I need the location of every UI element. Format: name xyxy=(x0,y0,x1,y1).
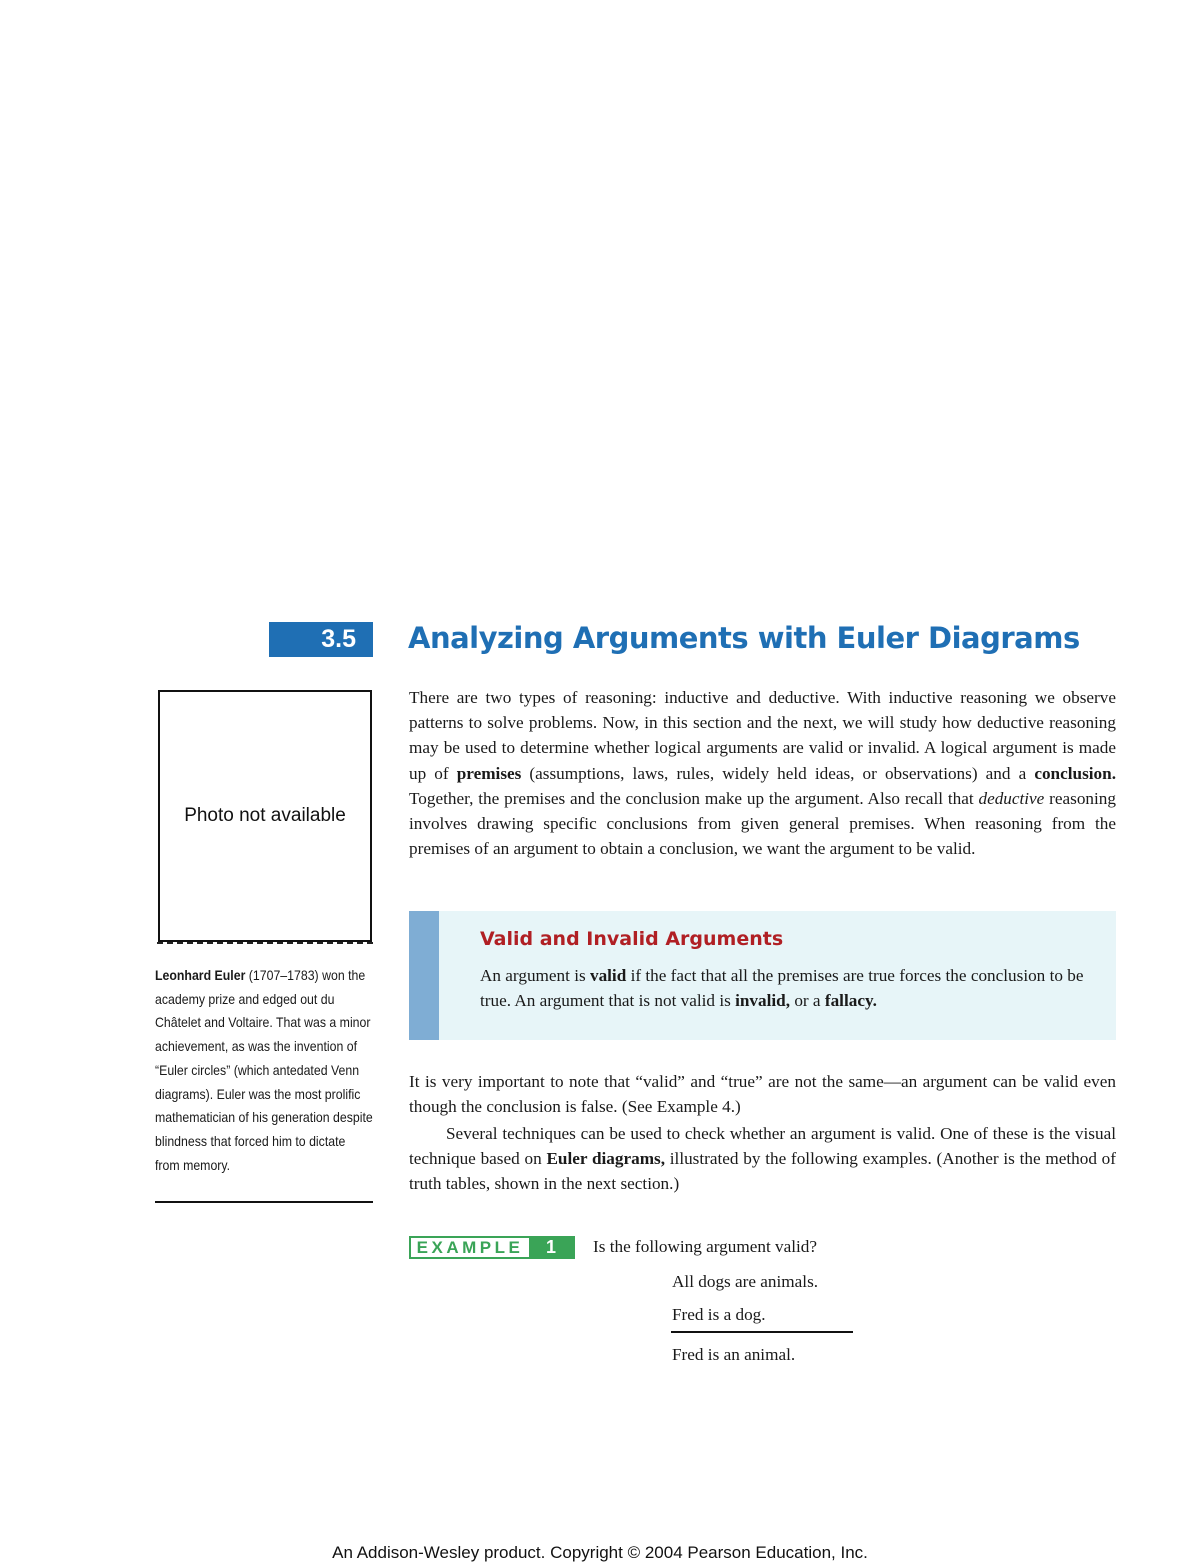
term-deductive: deductive xyxy=(978,788,1045,808)
section-number-badge: 3.5 xyxy=(269,622,373,657)
term-invalid: invalid, xyxy=(735,990,791,1010)
caption-text: (1707–1783) won the academy prize and edged out du Châtelet and Voltaire. That was a minor achievement, as was the invention of “Euler circles” (which antedated Venn diagrams). Euler was the most prolific mathematician of his generation despite blindness that forced him to dictate from memory. xyxy=(155,967,373,1173)
def-text-1: An argument is xyxy=(480,966,590,985)
definition-accent-bar xyxy=(409,911,439,1040)
validity-note-paragraph: It is very important to note that “valid” and “true” are not the same—an argument can be valid even though the conclusion is false. (See Example 4.) xyxy=(409,1072,1116,1117)
example-number: 1 xyxy=(529,1238,573,1257)
techniques-text-1: Several techniques can be used to check whether an argument is valid. One of these is the visual technique based on xyxy=(409,1124,1116,1169)
def-text-3: or a xyxy=(790,990,825,1010)
term-euler-diagrams: Euler diagrams, xyxy=(546,1149,665,1169)
conclusion-rule xyxy=(671,1331,853,1333)
intro-paragraph xyxy=(409,685,1116,861)
caption-divider xyxy=(157,942,373,944)
photo-placeholder-text: Photo not available xyxy=(184,805,346,826)
definition-text xyxy=(480,964,1100,1013)
photo-placeholder xyxy=(158,690,372,942)
section-title: Analyzing Arguments with Euler Diagrams xyxy=(408,621,1080,655)
caption-name: Leonhard Euler xyxy=(155,967,246,983)
example-label: EXAMPLE xyxy=(416,1238,524,1257)
caption-rule xyxy=(155,1201,373,1203)
photo-caption xyxy=(155,964,373,1177)
argument-conclusion: Fred is an animal. xyxy=(672,1345,796,1364)
def-text-2: if the fact that all the premises are true forces the conclusion to be true. An argument that is not valid is xyxy=(480,966,1084,1010)
intro-text-1: There are two types of reasoning: inductive and deductive. With inductive reasoning we observe patterns to solve problems. Now, in this section and the next, we will study how deductive reasoning may be used to determine whether logical arguments are valid or invalid. A logical argument is made up of xyxy=(409,688,1116,783)
intro-text-3: Together, the premises and the conclusion make up the argument. Also recall that xyxy=(409,788,979,808)
premise-1: All dogs are animals. xyxy=(672,1272,819,1291)
term-valid: valid xyxy=(589,966,627,985)
term-premises: premises xyxy=(456,763,522,783)
term-fallacy: fallacy. xyxy=(824,990,877,1010)
copyright-footer: An Addison-Wesley product. Copyright © 2004 Pearson Education, Inc. xyxy=(332,1543,868,1562)
intro-text-4: reasoning involves drawing specific conclusions from given general premises. When reasoning from the premises of an argument to obtain a conclusion, we want the argument to be valid. xyxy=(409,788,1116,859)
techniques-paragraph xyxy=(409,1121,1116,1197)
example-badge xyxy=(409,1236,575,1259)
techniques-text-2: illustrated by the following examples. (Another is the method of truth tables, shown in the next section.) xyxy=(409,1149,1116,1194)
example-question: Is the following argument valid? xyxy=(593,1237,818,1256)
intro-text-2: (assumptions, laws, rules, widely held ideas, or observations) and a xyxy=(521,763,1035,783)
term-conclusion: conclusion. xyxy=(1034,763,1116,783)
definition-title: Valid and Invalid Arguments xyxy=(480,928,784,950)
premise-2: Fred is a dog. xyxy=(672,1305,766,1324)
